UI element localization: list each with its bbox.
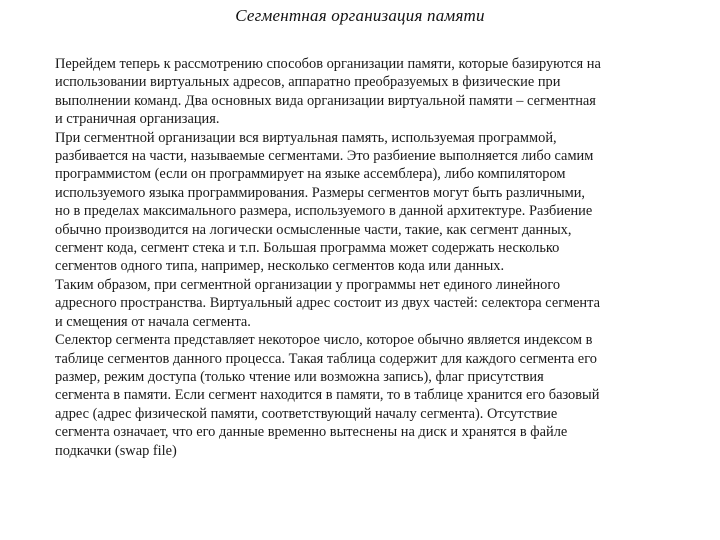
text-line: разбивается на части, называемые сегментами. Это разбиение выполняется либо самим — [55, 148, 594, 165]
text-line: сегмента в памяти. Если сегмент находится в памяти, то в таблице хранится его базовый — [55, 387, 600, 404]
text-line: размер, режим доступа (только чтение или возможна запись), флаг присутствия — [55, 368, 544, 385]
text-line: сегмента означает, что его данные временно вытеснены на диск и хранятся в файле — [55, 424, 568, 441]
text-line: сегмент кода, сегмент стека и т.п. Большая программа может содержать несколько — [55, 240, 560, 257]
text-line: Перейдем теперь к рассмотрению способов организации памяти, которые базируются на — [55, 56, 601, 72]
text-line: Селектор сегмента представляет некоторое число, которое обычно является индексом в — [55, 332, 593, 349]
text-line: используемого языка программирования. Размеры сегментов могут быть различными, — [55, 184, 586, 201]
text-line: и страничная организация. — [55, 111, 220, 128]
text-line: использовании виртуальных адресов, аппаратно преобразуемых в физические при — [55, 74, 561, 91]
page-title: Сегментная организация памяти — [235, 6, 485, 25]
text-line: выполнении команд. Два основных вида организации виртуальной памяти – сегментная — [55, 92, 596, 109]
text-line: подкачки (swap file) — [55, 442, 177, 459]
text-line: Таким образом, при сегментной организации у программы нет единого линейного — [55, 276, 561, 293]
text-line: обычно производится на логически осмысленные части, такие, как сегмент данных, — [55, 221, 572, 238]
text-line: таблице сегментов данного процесса. Такая таблица содержит для каждого сегмента его — [55, 350, 597, 367]
text-line: и смещения от начала сегмента. — [55, 313, 251, 330]
body-text — [55, 55, 675, 460]
text-line: но в пределах максимального размера, используемого в данной архитектуре. Разбиение — [55, 203, 593, 220]
text-line: адрес (адрес физической памяти, соответствующий началу сегмента). Отсутствие — [55, 405, 558, 422]
text-line: программистом (если он программирует на языке ассемблера), либо компилятором — [55, 166, 566, 183]
text-line: При сегментной организации вся виртуальная память, используемая программой, — [55, 129, 557, 146]
text-line: адресного пространства. Виртуальный адрес состоит из двух частей: селектора сегмента — [55, 295, 600, 312]
text-line: сегментов одного типа, например, несколько сегментов кода или данных. — [55, 258, 505, 275]
